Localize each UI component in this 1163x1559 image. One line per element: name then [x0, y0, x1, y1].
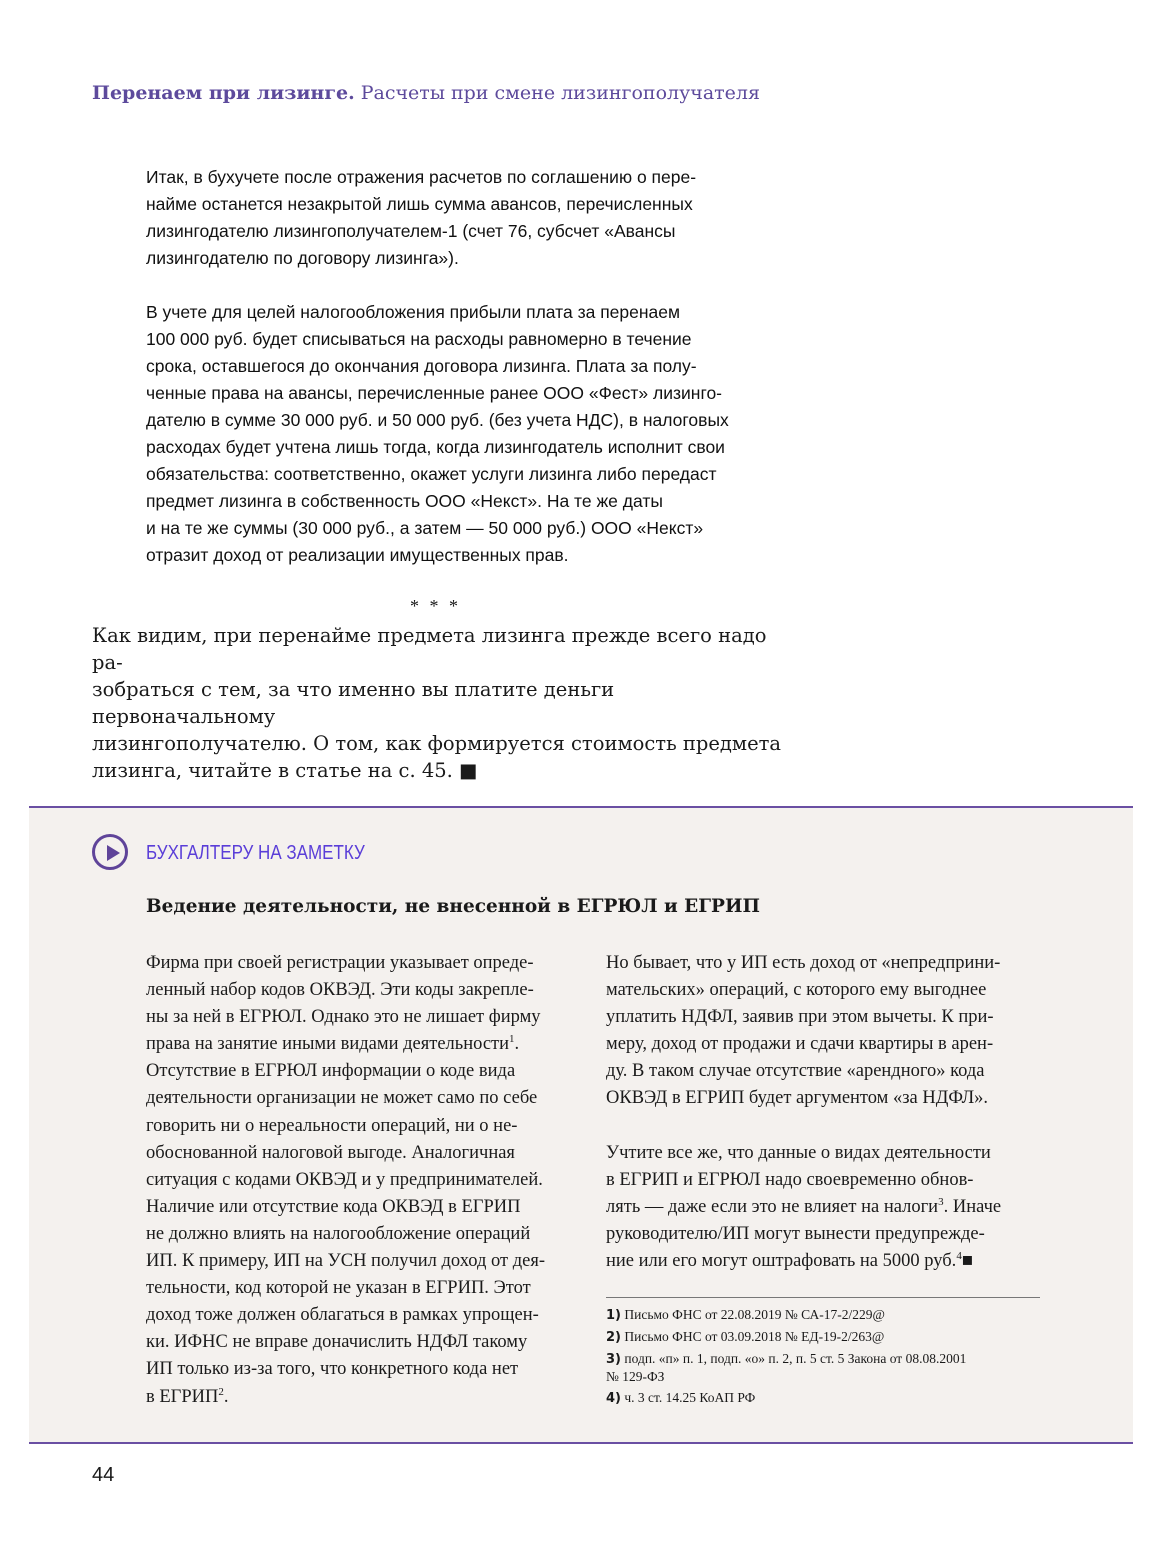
- example-paragraph-2: В учете для целей налогообложения прибыли плата за перенаем 100 000 руб. будет списываться на расходы равномерно в течение срока, оставшегося до окончания договора лизинга. Плата за полу- ченные права на авансы, перечисленные ранее ООО «Фест» лизинго- дателю в сумме 30 000 руб. и 50 000 руб. (без учета НДС), в налоговых расходах будет учтена лишь тогда, когда лизингодатель исполнит свои обязательства: соответственно, окажет услуги лизинга либо передаст предмет лизинга в собственность ООО «Некст». На те же даты и на те же суммы (30 000 руб., а затем — 50 000 руб.) ООО «Некст» отразит доход от реализации имущественных прав.: [146, 302, 729, 565]
- footnote-text: ч. 3 ст. 14.25 КоАП РФ: [624, 1390, 756, 1405]
- footnote-ref: 4: [956, 1250, 962, 1263]
- play-icon: [92, 834, 128, 870]
- footnote-number: 1): [606, 1308, 621, 1323]
- running-header: [92, 82, 760, 104]
- footnote-ref: 3: [938, 1196, 944, 1209]
- text: Учтите все же, что данные о видах деятельности в ЕГРИП и ЕГРЮЛ надо своевременно обнов- лять — даже если это не влияет на налоги: [606, 1143, 991, 1218]
- footnote-number: 4): [606, 1391, 621, 1406]
- text: .: [223, 1386, 229, 1407]
- footnote: [606, 1389, 1046, 1407]
- conclusion-paragraph: Как видим, при перенайме предмета лизинга прежде всего надо ра- зобраться с тем, за что именно вы платите деньги первоначальному лизингополучателю. О том, как формируется стоимость предмета лизинга, читайте в статье на с. 45. ■: [92, 624, 782, 782]
- footnote-ref: 1: [509, 1033, 515, 1046]
- footnote: [606, 1350, 1046, 1385]
- text: Фирма при своей регистрации указывает опреде- ленный набор кодов ОКВЭД. Эти коды закрепле- ны за ней в ЕГРЮЛ. Однако это не лишает фирму права на занятие иными видами деятельности: [146, 953, 541, 1055]
- footnote-text: Письмо ФНС от 03.09.2018 № ЕД-19-2/263@: [624, 1329, 885, 1344]
- footnote-text: подп. «п» п. 1, подп. «о» п. 2, п. 5 ст. 5 Закона от 08.08.2001 № 129-ФЗ: [606, 1351, 967, 1384]
- example-paragraph-1: Итак, в бухучете после отражения расчетов по соглашению о пере- найме останется незакрытой лишь сумма авансов, перечисленных лизингодателю лизингополучателем-1 (счет 76, субсчет «Авансы лизингодателю по договору лизинга»).: [146, 167, 697, 268]
- sidebar-right-paragraph-2: [606, 1140, 1056, 1275]
- sidebar-label: БУХГАЛТЕРУ НА ЗАМЕТКУ: [146, 842, 365, 864]
- footnote-ref: 2: [218, 1385, 224, 1398]
- footnote-divider: [606, 1297, 1040, 1298]
- text: . Отсутствие в ЕГРЮЛ информации о коде вида деятельности организации не может само по себе говорить ни о нереальности операций, ни о не- обоснованной налоговой выгоде. Аналогичная ситуация с кодами ОКВЭД и у предпринимателей. Наличие или отсутствие кода ОКВЭД в ЕГРИП не должно влиять на налогообложение операций ИП. К примеру, ИП на УСН получил доход от дея- тельности, код которой не указан в ЕГРИП. Этот доход тоже должен облагаться в рамках упрощен- ки. ИФНС не вправе доначислить НДФЛ такому ИП только из-за того, что конкретного кода нет в ЕГРИП: [146, 1034, 546, 1407]
- header-title: Расчеты при смене лизингополучателя: [354, 82, 760, 104]
- header-section: Перенаем при лизинге.: [92, 82, 355, 104]
- footnote: [606, 1328, 1046, 1346]
- sidebar-left-column: [146, 950, 586, 1411]
- end-mark: ■: [961, 1251, 973, 1272]
- sidebar-right-paragraph-1: Но бывает, что у ИП есть доход от «непредприни- мательских» операций, с которого ему выгоднее уплатить НДФЛ, заявив при этом вычеты. К при- меру, доход от продажи и сдачи квартиры в арен- ду. В таком случае отсутствие «арендного» кода ОКВЭД в ЕГРИП будет аргументом «за НДФЛ».: [606, 953, 1001, 1109]
- text: . Иначе руководителю/ИП могут вынести предупрежде- ние или его могут оштрафовать на 5000 руб.: [606, 1197, 1002, 1272]
- sidebar-note-box: [29, 806, 1133, 1444]
- page-number: 44: [92, 1464, 115, 1486]
- footnote-text: Письмо ФНС от 22.08.2019 № СА-17-2/229@: [624, 1307, 885, 1322]
- footnote-number: 3): [606, 1352, 621, 1367]
- footnote: [606, 1306, 1046, 1324]
- footnote-number: 2): [606, 1330, 621, 1345]
- sidebar-title: Ведение деятельности, не внесенной в ЕГРЮЛ и ЕГРИП: [146, 896, 760, 917]
- section-separator: * * *: [410, 596, 461, 616]
